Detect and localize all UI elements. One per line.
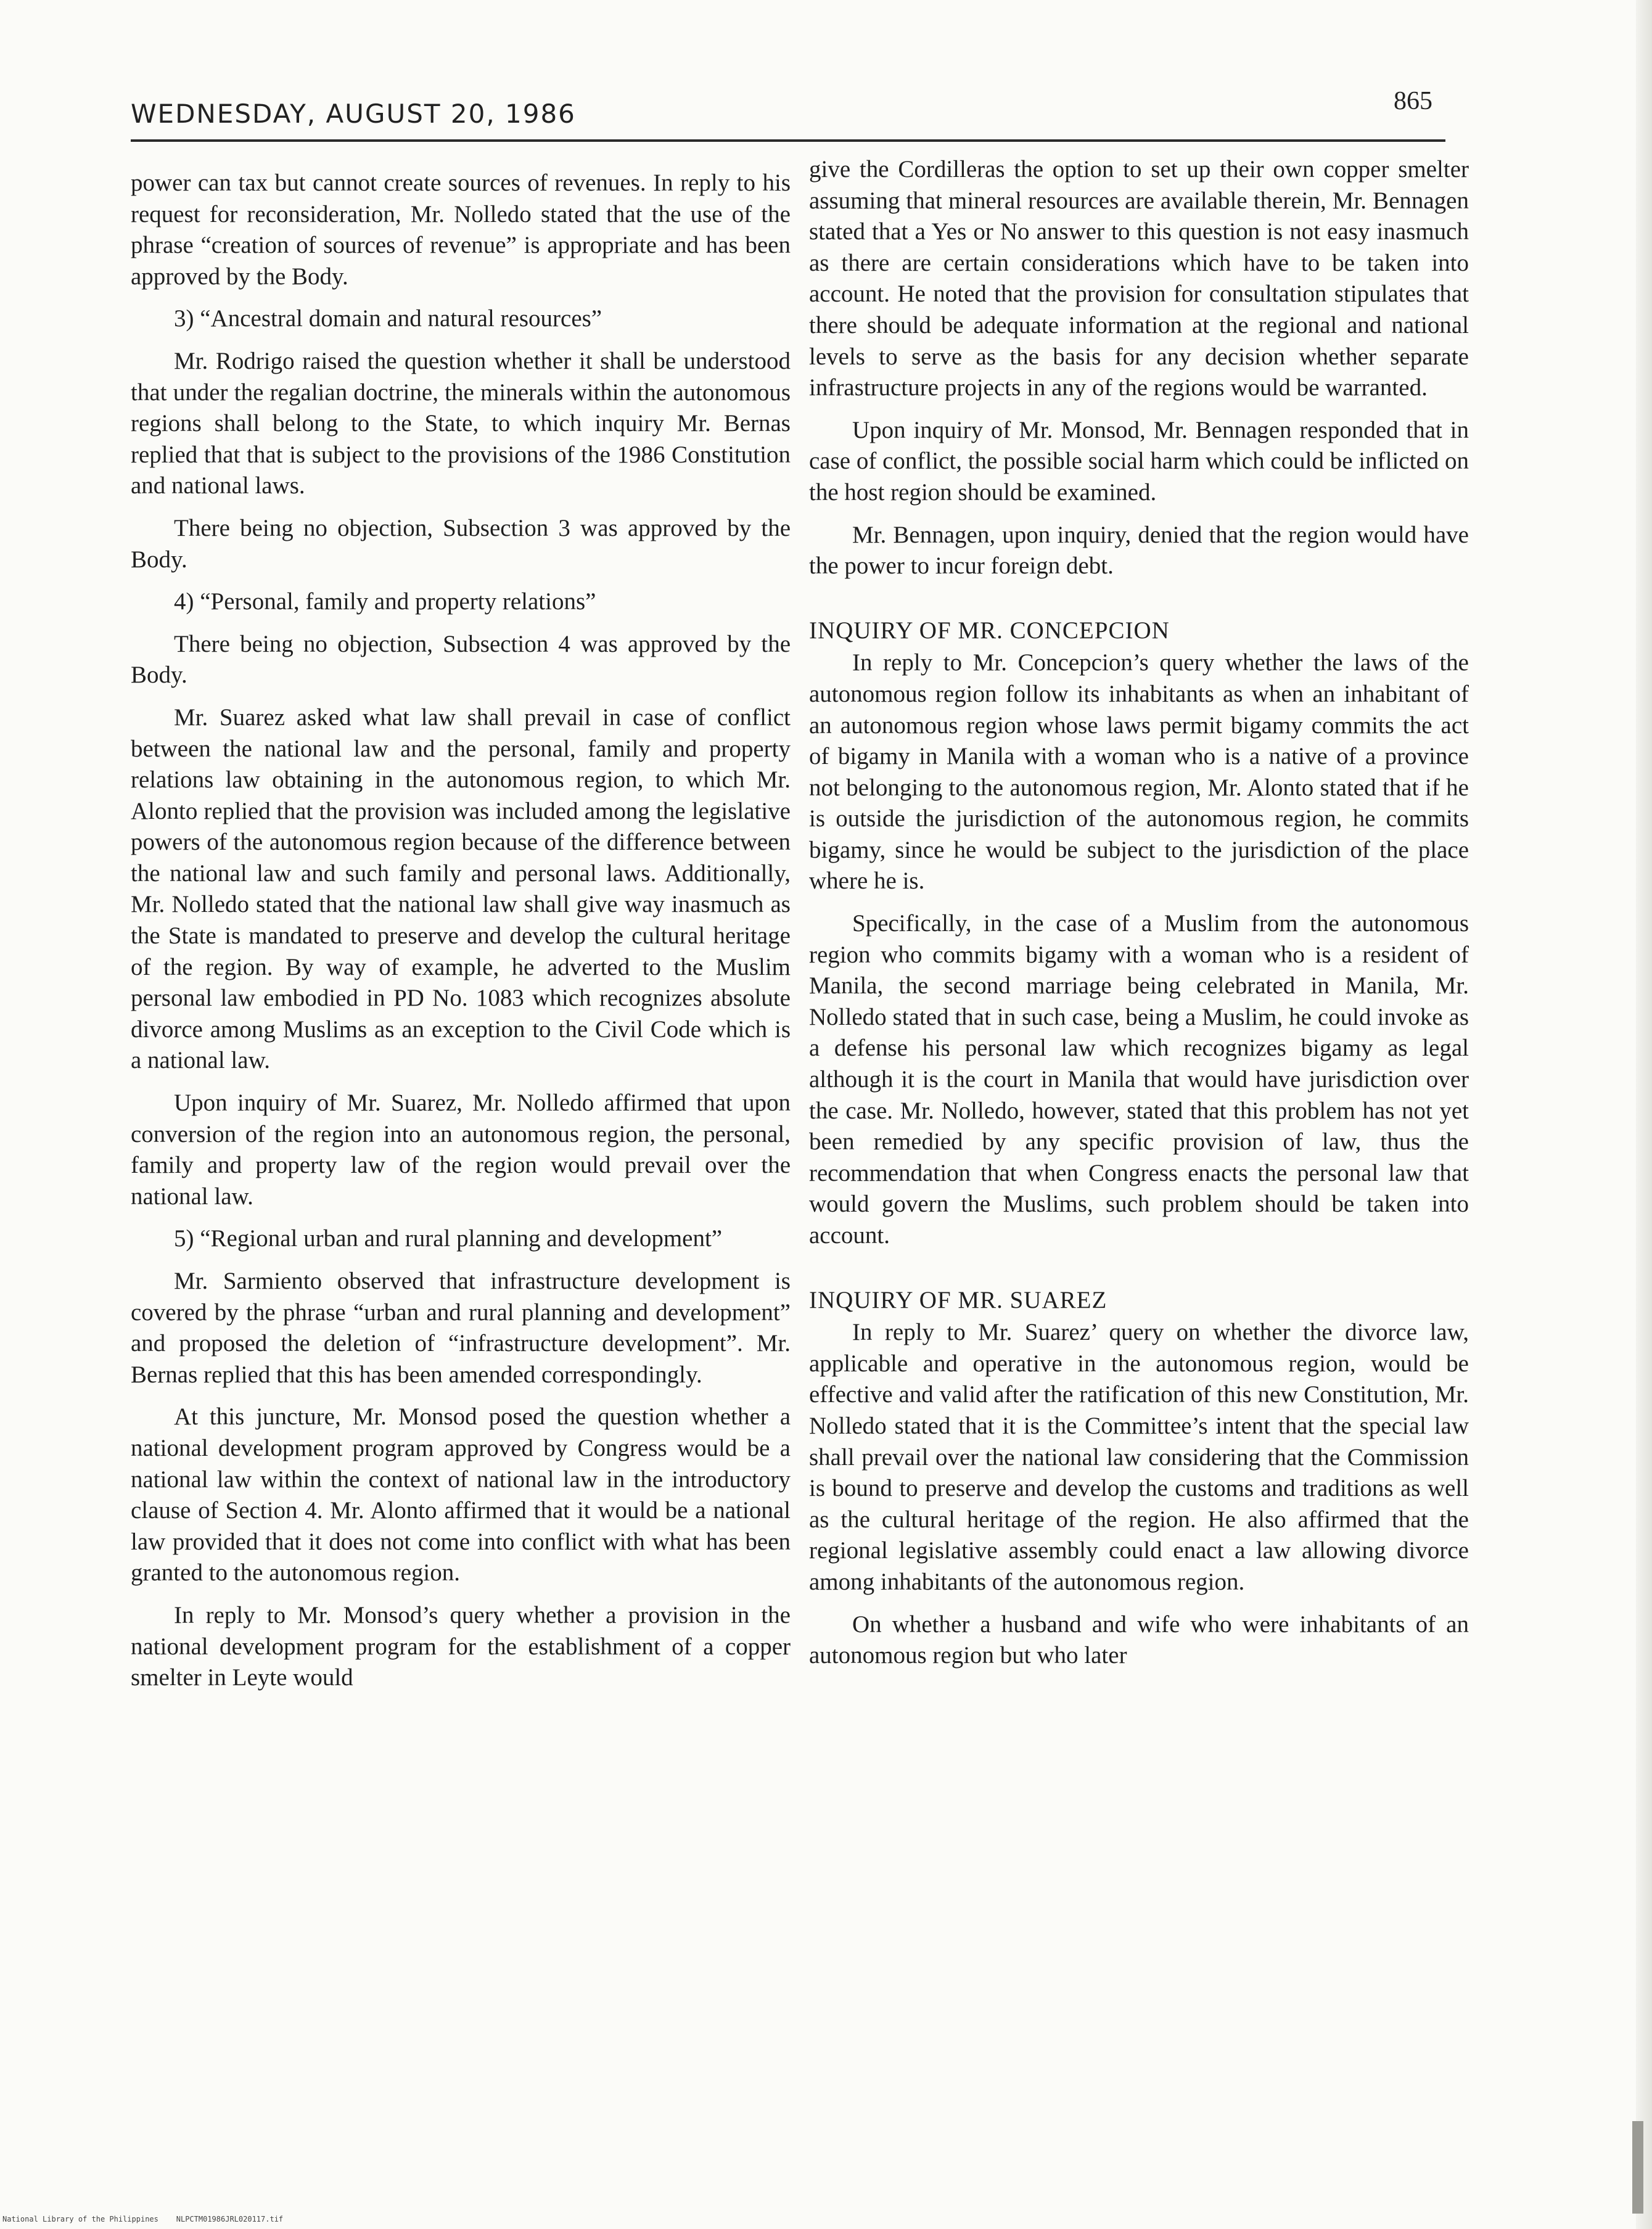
section-heading-suarez: INQUIRY OF MR. SUAREZ xyxy=(809,1286,1107,1313)
paragraph: Mr. Sarmiento observed that infrastructure development is covered by the phrase “urban and rural planning and development” and proposed the deletion of “infrastructure development”. Mr. Bernas replied that this has been amended correspondingly. xyxy=(131,1268,791,1388)
page-number: 865 xyxy=(1394,87,1432,115)
paragraph: Mr. Bennagen, upon inquiry, denied that the region would have the power to incur foreign debt. xyxy=(809,521,1469,580)
subsection-heading: 4) “Personal, family and property relations” xyxy=(174,588,596,615)
paragraph: Upon inquiry of Mr. Monsod, Mr. Bennagen responded that in case of conflict, the possible social harm which could be inflicted on the host region should be examined. xyxy=(809,416,1469,506)
paragraph: In reply to Mr. Monsod’s query whether a provision in the national development program for the establishment of a copper smelter in Leyte would xyxy=(131,1601,791,1691)
paragraph: Specifically, in the case of a Muslim from the autonomous region who commits bigamy with a woman who is a resident of Manila, the second marriage being celebrated in Manila, Mr. Nolledo stated that in such case, being a Muslim, he could invoke as a defense his personal law which recognizes bigamy as legal although it is the court in Manila that would have jurisdiction over the case. Mr. Nolledo, however, stated that this problem has not yet been remedied by any specific provision of law, thus the recommendation that when Congress enacts the personal law that would govern the Muslims, such problem should be taken into account. xyxy=(809,910,1469,1249)
left-column xyxy=(131,168,791,1705)
paragraph: power can tax but cannot create sources of revenues. In reply to his request for reconsideration, Mr. Nolledo stated that the use of the phrase “creation of sources of revenue” is appropriate and has been approved by the Body. xyxy=(131,170,791,290)
section-heading-concepcion: INQUIRY OF MR. CONCEPCION xyxy=(809,617,1170,644)
paragraph: On whether a husband and wife who were inhabitants of an autonomous region but who later xyxy=(809,1611,1469,1669)
paragraph: Upon inquiry of Mr. Suarez, Mr. Nolledo affirmed that upon conversion of the region into an autonomous region, the personal, family and property law of the region would prevail over the national law. xyxy=(131,1090,791,1210)
header-divider xyxy=(131,139,1445,142)
scan-edge xyxy=(1636,0,1652,2229)
paragraph: At this juncture, Mr. Monsod posed the question whether a national development program approved by Congress would be a national law within the context of national law in the introductory clause of Section 4. Mr. Alonto affirmed that it would be a national law provided that it does not come into conflict with what has been granted to the autonomous region. xyxy=(131,1403,791,1587)
scan-footer: National Library of the Philippines NLPCTM01986JRL020117.tif xyxy=(2,2215,284,2223)
paragraph: Mr. Rodrigo raised the question whether it shall be understood that under the regalian doctrine, the minerals within the autonomous regions shall belong to the State, to which inquiry Mr. Bernas replied that that is subject to the provisions of the 1986 Constitution and national laws. xyxy=(131,347,791,499)
subsection-heading: 5) “Regional urban and rural planning and development” xyxy=(174,1225,723,1252)
paragraph: There being no objection, Subsection 3 was approved by the Body. xyxy=(131,514,791,573)
paragraph: In reply to Mr. Suarez’ query on whether the divorce law, applicable and operative in the autonomous region, would be effective and valid after the ratification of this new Constitution, Mr. Nolledo stated that it is the Committee’s intent that the special law shall prevail over the national law considering that the Commission is bound to preserve and develop the customs and traditions as well as the cultural heritage of the region. He also affirmed that the regional legislative assembly could enact a law allowing divorce among inhabitants of the autonomous region. xyxy=(809,1319,1469,1595)
paragraph: There being no objection, Subsection 4 was approved by the Body. xyxy=(131,630,791,689)
right-column xyxy=(809,154,1469,1683)
subsection-heading: 3) “Ancestral domain and natural resources” xyxy=(174,305,602,332)
paragraph: give the Cordilleras the option to set up their own copper smelter assuming that mineral resources are available therein, Mr. Bennagen stated that a Yes or No answer to this question is not easy inasmuch as there are certain considerations which have to be taken into account. He noted that the provision for consultation stipulates that there should be adequate information at the regional and national levels to serve as the basis for any decision whether separate infrastructure projects in any of the regions would be warranted. xyxy=(809,156,1469,401)
scan-artifact xyxy=(1632,2121,1643,2214)
page-header-date: WEDNESDAY, AUGUST 20, 1986 xyxy=(131,99,576,129)
paragraph: Mr. Suarez asked what law shall prevail in case of conflict between the national law and the personal, family and property relations law obtaining in the autonomous region, to which Mr. Alonto replied that the provision was included among the legislative powers of the autonomous region because of the difference between the national law and such family and personal laws. Additionally, Mr. Nolledo stated that the national law shall give way inasmuch as the State is mandated to preserve and develop the cultural heritage of the region. By way of example, he adverted to the Muslim personal law embodied in PD No. 1083 which recognizes absolute divorce among Muslims as an exception to the Civil Code which is a national law. xyxy=(131,704,791,1074)
paragraph: In reply to Mr. Concepcion’s query whether the laws of the autonomous region follow its inhabitants as when an inhabitant of an autonomous region whose laws permit bigamy commits the act of bigamy in Manila with a woman who is a native of a province not belonging to the autonomous region, Mr. Alonto stated that if he is outside the jurisdiction of the autonomous region, he commits bigamy, since he would be subject to the jurisdiction of the place where he is. xyxy=(809,649,1469,895)
